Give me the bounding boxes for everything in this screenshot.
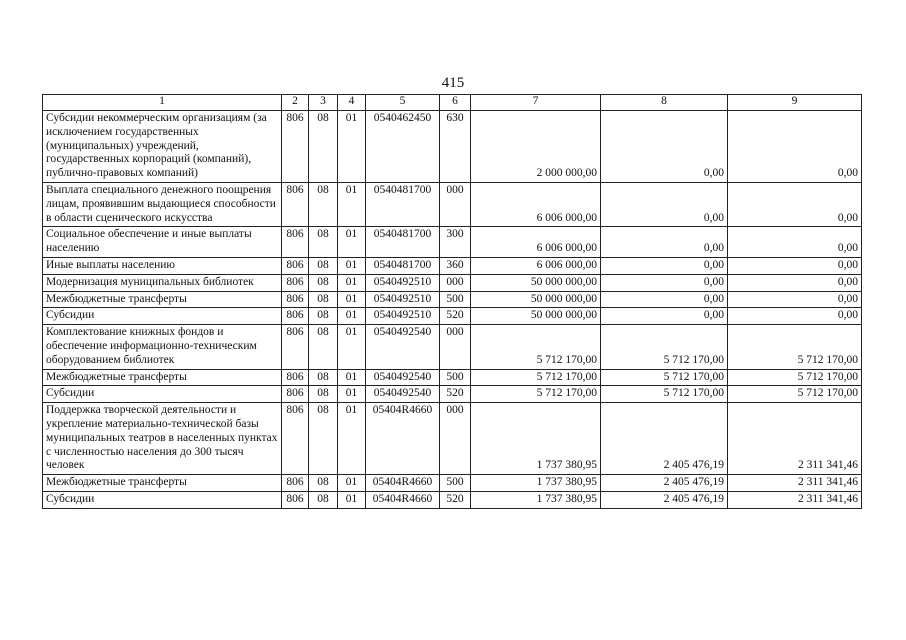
header-row (43, 95, 862, 111)
row-name: Межбюджетные трансферты (43, 291, 282, 308)
cell-amount-col7: 5 712 170,00 (471, 369, 601, 386)
cell-amount-col8: 0,00 (601, 308, 728, 325)
cell-target-article: 05404R4660 (366, 403, 440, 475)
cell-subsection-code: 01 (338, 291, 366, 308)
column-header: 5 (366, 95, 440, 111)
table-row (43, 257, 862, 274)
column-header: 3 (309, 95, 338, 111)
row-name: Межбюджетные трансферты (43, 369, 282, 386)
cell-target-article: 0540492540 (366, 386, 440, 403)
table-row (43, 291, 862, 308)
cell-target-article: 0540492510 (366, 308, 440, 325)
cell-ministry-code: 806 (282, 291, 309, 308)
cell-target-article: 0540481700 (366, 182, 440, 226)
cell-target-article: 0540492540 (366, 369, 440, 386)
cell-expense-type: 000 (440, 325, 471, 369)
cell-target-article: 0540492510 (366, 291, 440, 308)
cell-amount-col9: 5 712 170,00 (728, 325, 862, 369)
row-name: Субсидии (43, 386, 282, 403)
cell-section-code: 08 (309, 491, 338, 508)
row-name: Поддержка творческой деятельности и укрепление материально-технической базы муниципальных театров в населенных пунктах с численностью населения до 300 тысяч человек (43, 403, 282, 475)
cell-subsection-code: 01 (338, 325, 366, 369)
cell-ministry-code: 806 (282, 491, 309, 508)
table-row (43, 111, 862, 183)
cell-amount-col7: 5 712 170,00 (471, 386, 601, 403)
table-row (43, 475, 862, 492)
cell-ministry-code: 806 (282, 325, 309, 369)
cell-ministry-code: 806 (282, 274, 309, 291)
cell-section-code: 08 (309, 257, 338, 274)
cell-ministry-code: 806 (282, 386, 309, 403)
cell-expense-type: 000 (440, 403, 471, 475)
cell-expense-type: 000 (440, 182, 471, 226)
cell-section-code: 08 (309, 291, 338, 308)
table-row (43, 403, 862, 475)
row-name: Субсидии некоммерческим организациям (за исключением государственных (муниципальных) учреждений, государственных корпораций (компаний), публично-правовых компаний) (43, 111, 282, 183)
cell-amount-col8: 2 405 476,19 (601, 475, 728, 492)
cell-amount-col7: 1 737 380,95 (471, 403, 601, 475)
cell-ministry-code: 806 (282, 257, 309, 274)
column-header: 1 (43, 95, 282, 111)
row-name: Комплектование книжных фондов и обеспечение информационно-техническим оборудованием библиотек (43, 325, 282, 369)
cell-expense-type: 360 (440, 257, 471, 274)
cell-expense-type: 500 (440, 291, 471, 308)
cell-amount-col9: 0,00 (728, 308, 862, 325)
cell-amount-col8: 0,00 (601, 182, 728, 226)
cell-subsection-code: 01 (338, 403, 366, 475)
row-name: Межбюджетные трансферты (43, 475, 282, 492)
cell-target-article: 0540481700 (366, 227, 440, 258)
row-name: Иные выплаты населению (43, 257, 282, 274)
cell-ministry-code: 806 (282, 475, 309, 492)
cell-section-code: 08 (309, 403, 338, 475)
cell-amount-col9: 5 712 170,00 (728, 386, 862, 403)
cell-section-code: 08 (309, 369, 338, 386)
table-row (43, 386, 862, 403)
cell-ministry-code: 806 (282, 369, 309, 386)
table-row (43, 308, 862, 325)
cell-expense-type: 520 (440, 491, 471, 508)
cell-amount-col8: 0,00 (601, 257, 728, 274)
table-row (43, 369, 862, 386)
cell-target-article: 0540481700 (366, 257, 440, 274)
table-row (43, 182, 862, 226)
cell-amount-col9: 0,00 (728, 182, 862, 226)
table-row (43, 274, 862, 291)
table-row (43, 491, 862, 508)
cell-amount-col9: 5 712 170,00 (728, 369, 862, 386)
cell-amount-col8: 5 712 170,00 (601, 386, 728, 403)
cell-ministry-code: 806 (282, 403, 309, 475)
row-name: Выплата специального денежного поощрения лицам, проявившим выдающиеся способности в области сценического искусства (43, 182, 282, 226)
row-name: Социальное обеспечение и иные выплаты населению (43, 227, 282, 258)
table-body (43, 95, 862, 509)
cell-subsection-code: 01 (338, 369, 366, 386)
cell-target-article: 0540462450 (366, 111, 440, 183)
cell-amount-col9: 2 311 341,46 (728, 403, 862, 475)
column-header: 7 (471, 95, 601, 111)
cell-subsection-code: 01 (338, 491, 366, 508)
cell-expense-type: 630 (440, 111, 471, 183)
cell-expense-type: 520 (440, 386, 471, 403)
cell-subsection-code: 01 (338, 274, 366, 291)
cell-amount-col7: 1 737 380,95 (471, 491, 601, 508)
cell-expense-type: 500 (440, 369, 471, 386)
cell-section-code: 08 (309, 274, 338, 291)
cell-amount-col7: 6 006 000,00 (471, 257, 601, 274)
column-header: 9 (728, 95, 862, 111)
cell-amount-col9: 0,00 (728, 274, 862, 291)
column-header: 8 (601, 95, 728, 111)
row-name: Субсидии (43, 491, 282, 508)
cell-section-code: 08 (309, 227, 338, 258)
cell-amount-col8: 0,00 (601, 111, 728, 183)
cell-subsection-code: 01 (338, 308, 366, 325)
cell-amount-col7: 1 737 380,95 (471, 475, 601, 492)
cell-subsection-code: 01 (338, 227, 366, 258)
cell-amount-col8: 0,00 (601, 291, 728, 308)
cell-amount-col9: 2 311 341,46 (728, 475, 862, 492)
table-row (43, 325, 862, 369)
page-number: 415 (441, 75, 465, 91)
cell-ministry-code: 806 (282, 308, 309, 325)
cell-target-article: 0540492510 (366, 274, 440, 291)
cell-ministry-code: 806 (282, 182, 309, 226)
column-header: 6 (440, 95, 471, 111)
cell-amount-col8: 2 405 476,19 (601, 491, 728, 508)
budget-table (42, 94, 862, 509)
cell-subsection-code: 01 (338, 111, 366, 183)
cell-subsection-code: 01 (338, 182, 366, 226)
cell-amount-col7: 6 006 000,00 (471, 182, 601, 226)
cell-amount-col7: 50 000 000,00 (471, 308, 601, 325)
cell-subsection-code: 01 (338, 386, 366, 403)
cell-expense-type: 300 (440, 227, 471, 258)
cell-subsection-code: 01 (338, 475, 366, 492)
cell-target-article: 05404R4660 (366, 475, 440, 492)
cell-amount-col8: 0,00 (601, 227, 728, 258)
cell-amount-col9: 0,00 (728, 227, 862, 258)
cell-section-code: 08 (309, 475, 338, 492)
cell-amount-col9: 2 311 341,46 (728, 491, 862, 508)
row-name: Модернизация муниципальных библиотек (43, 274, 282, 291)
cell-ministry-code: 806 (282, 227, 309, 258)
cell-section-code: 08 (309, 386, 338, 403)
cell-amount-col7: 50 000 000,00 (471, 274, 601, 291)
cell-amount-col8: 0,00 (601, 274, 728, 291)
cell-section-code: 08 (309, 325, 338, 369)
row-name: Субсидии (43, 308, 282, 325)
column-header: 4 (338, 95, 366, 111)
cell-subsection-code: 01 (338, 257, 366, 274)
cell-amount-col8: 2 405 476,19 (601, 403, 728, 475)
cell-expense-type: 000 (440, 274, 471, 291)
cell-target-article: 0540492540 (366, 325, 440, 369)
cell-section-code: 08 (309, 182, 338, 226)
cell-amount-col7: 5 712 170,00 (471, 325, 601, 369)
cell-amount-col7: 6 006 000,00 (471, 227, 601, 258)
cell-expense-type: 500 (440, 475, 471, 492)
cell-amount-col9: 0,00 (728, 257, 862, 274)
cell-amount-col8: 5 712 170,00 (601, 369, 728, 386)
table-row (43, 227, 862, 258)
cell-expense-type: 520 (440, 308, 471, 325)
cell-amount-col9: 0,00 (728, 111, 862, 183)
cell-ministry-code: 806 (282, 111, 309, 183)
cell-target-article: 05404R4660 (366, 491, 440, 508)
cell-amount-col7: 2 000 000,00 (471, 111, 601, 183)
cell-amount-col7: 50 000 000,00 (471, 291, 601, 308)
column-header: 2 (282, 95, 309, 111)
cell-section-code: 08 (309, 111, 338, 183)
cell-amount-col8: 5 712 170,00 (601, 325, 728, 369)
cell-amount-col9: 0,00 (728, 291, 862, 308)
cell-section-code: 08 (309, 308, 338, 325)
